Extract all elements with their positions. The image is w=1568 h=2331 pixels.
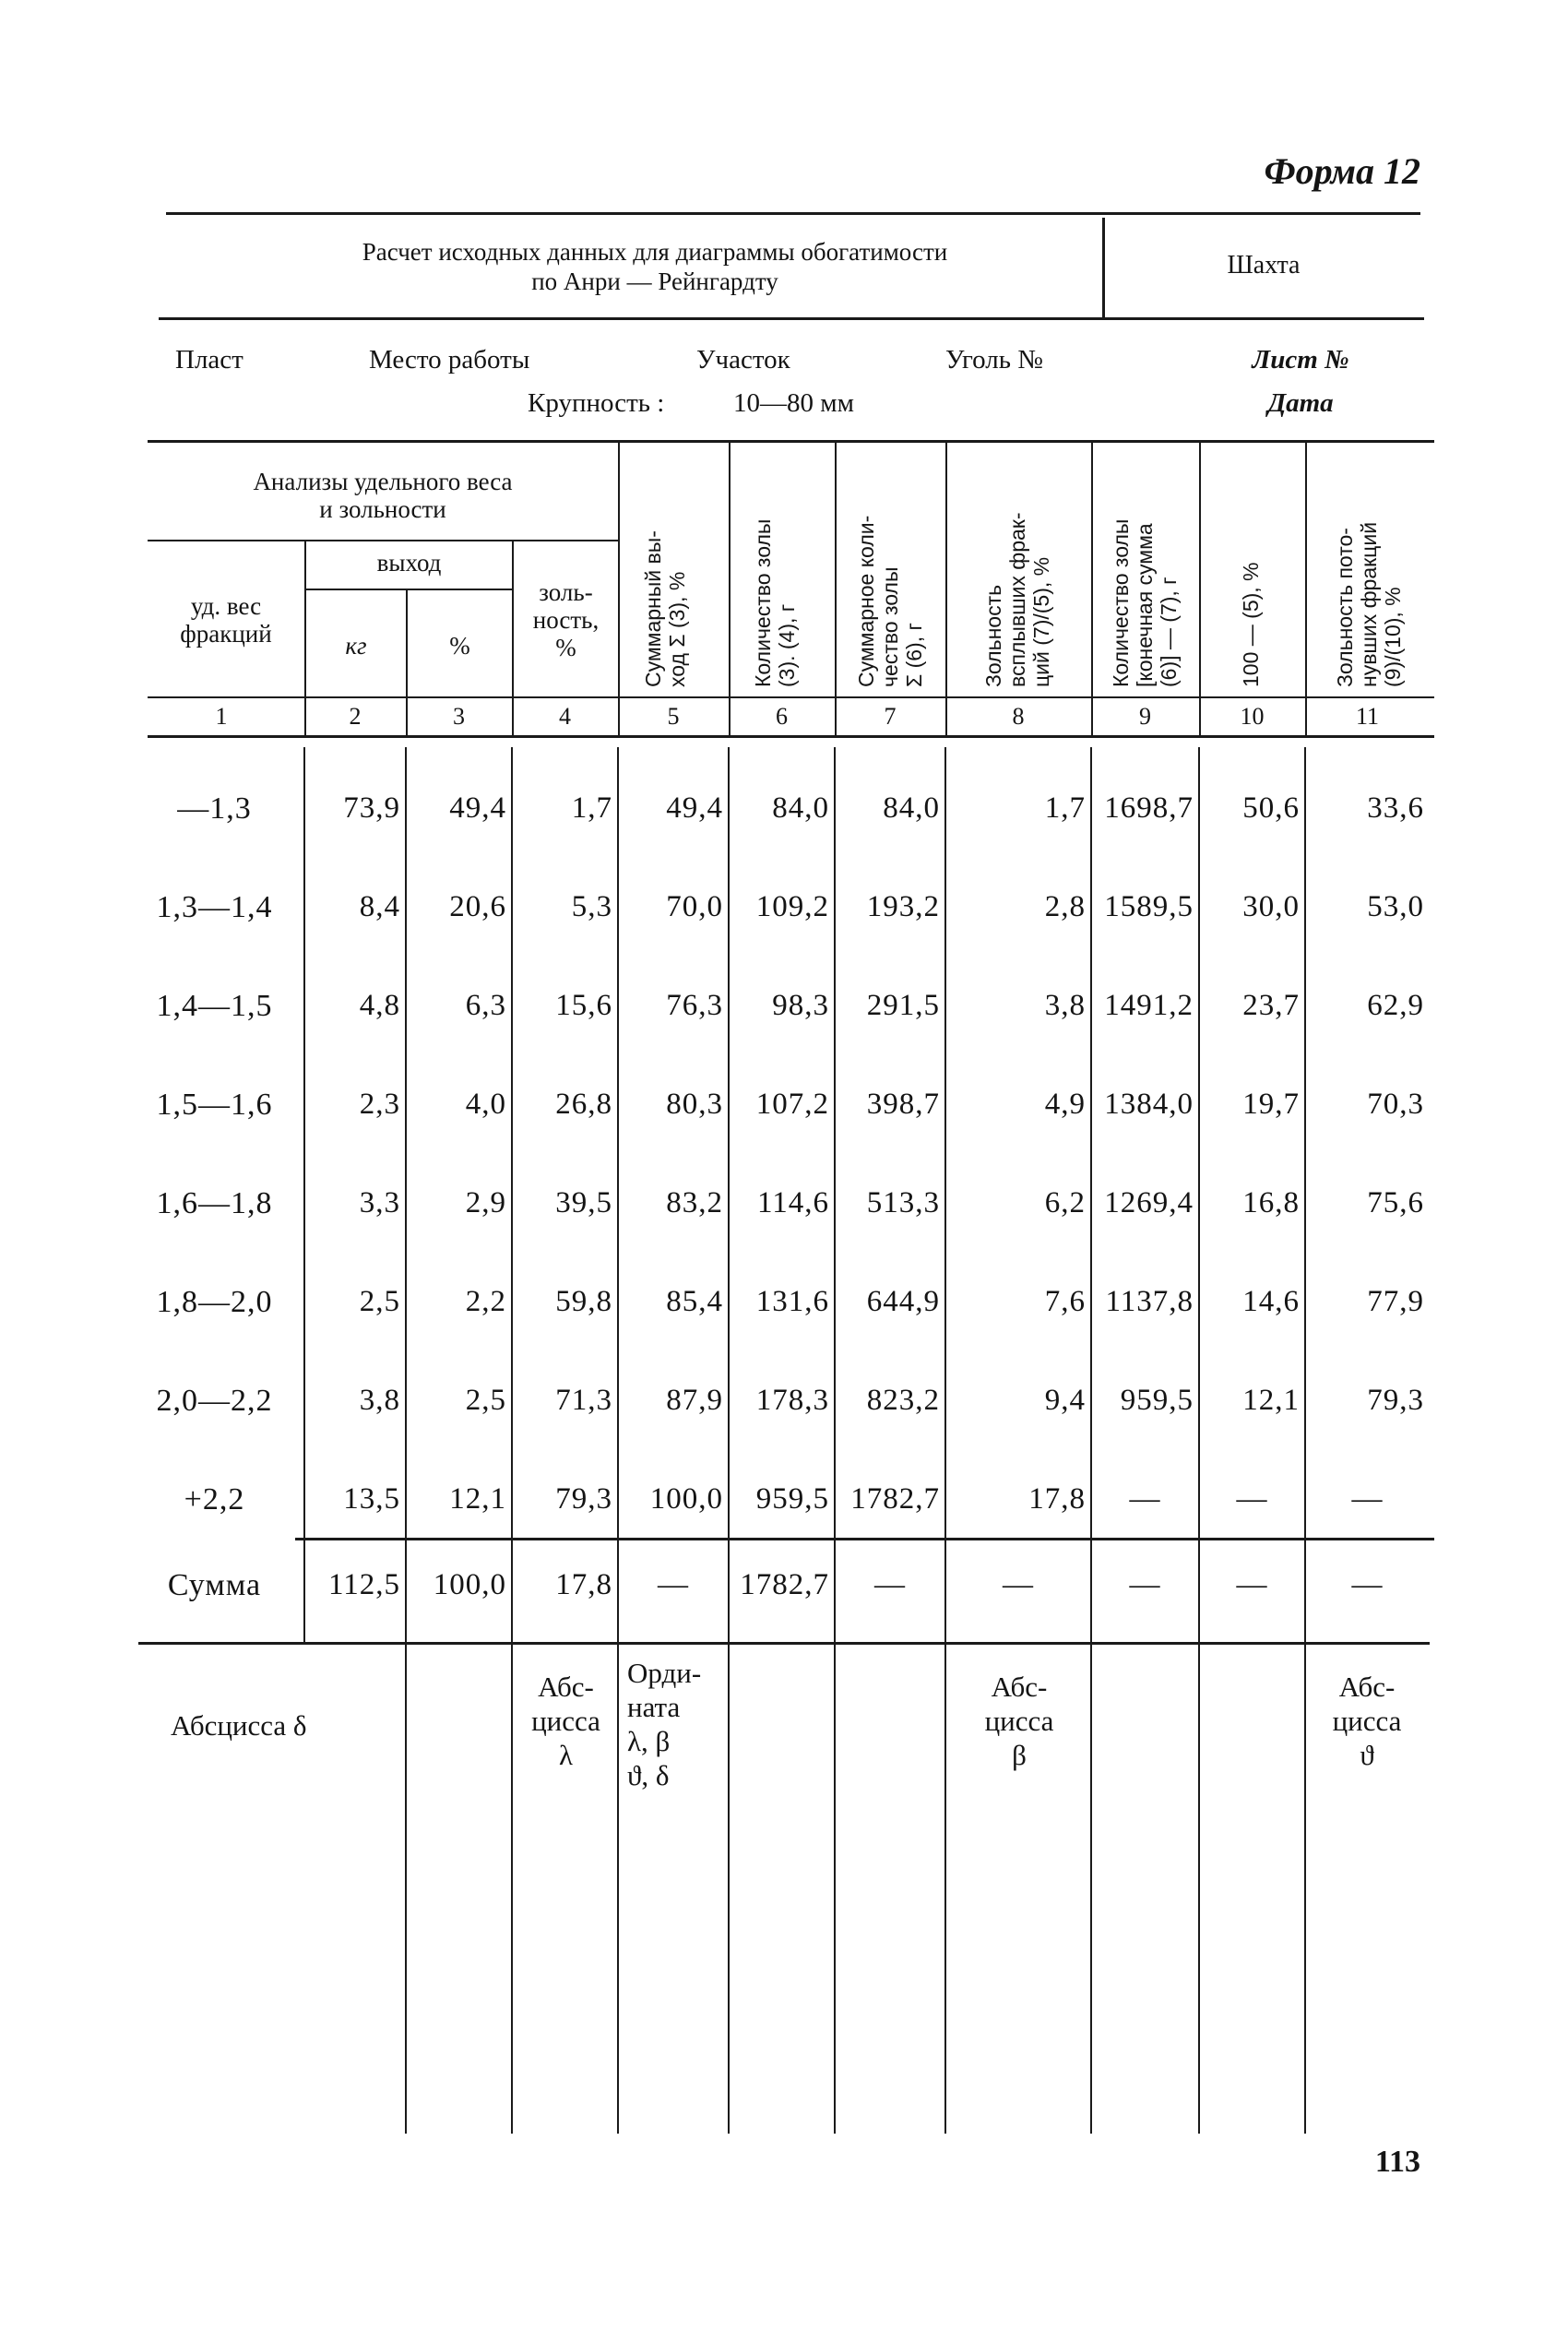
ash-header-line2: ность, (532, 606, 600, 634)
table-cell: 5,3 (571, 890, 612, 923)
table-cell: 1491,2 (1104, 989, 1194, 1022)
table-cell: 1384,0 (1104, 1088, 1194, 1121)
form-label: Форма 12 (1264, 150, 1420, 192)
analysis-group-header (148, 468, 618, 523)
col8-header (981, 447, 1055, 687)
column-number: 10 (1240, 703, 1265, 730)
col5-header-line2: ход Σ (3), % (665, 571, 689, 687)
row-density-label: —1,3 (177, 791, 252, 826)
ash-header (514, 578, 618, 661)
abscissa-beta-line3: β (1012, 1739, 1027, 1771)
table-cell: 12,1 (1242, 1384, 1300, 1417)
form-title-line1: Расчет исходных данных для диаграммы обогатимости (362, 238, 948, 266)
table-cell: 79,3 (555, 1482, 612, 1516)
column-number-separator (1199, 698, 1201, 735)
table-cell: 1589,5 (1104, 890, 1194, 923)
table-cell: 59,8 (555, 1285, 612, 1318)
header-bottom-rule (159, 317, 1424, 320)
col11-header-line3: (9)/(10), % (1381, 587, 1405, 687)
col7-header-line1: Суммарное коли- (854, 515, 878, 687)
col6-header-line1: Количество золы (751, 518, 775, 687)
table-cell: 3,3 (359, 1186, 400, 1219)
footer-column-line (511, 1645, 513, 2134)
table-cell: — (1351, 1482, 1384, 1516)
table-cell: 2,2 (465, 1285, 506, 1318)
ordinate-line2: ната (627, 1691, 681, 1723)
header-divider (1102, 218, 1105, 317)
col10-header-line1: 100 — (5), % (1239, 562, 1263, 687)
header-vline-10 (1305, 443, 1307, 696)
col5-header-line1: Суммарный вы- (641, 530, 665, 687)
column-number-separator (1305, 698, 1307, 735)
column-number-separator (618, 698, 620, 735)
table-cell: 959,5 (1120, 1384, 1194, 1417)
density-header-line1: уд. вес (190, 592, 262, 620)
table-cell: 131,6 (755, 1285, 829, 1318)
column-number-separator (729, 698, 731, 735)
yield-header-rule (304, 589, 512, 590)
analysis-group-header-line1: Анализы удельного веса (253, 468, 513, 495)
table-cell: 49,4 (449, 791, 506, 825)
table-top-rule (148, 440, 1434, 443)
table-cell: 70,0 (666, 890, 723, 923)
column-number: 5 (667, 703, 680, 730)
table-cell: 100,0 (649, 1482, 723, 1516)
column-number-separator (406, 698, 408, 735)
table-cell: 76,3 (666, 989, 723, 1022)
table-cell: 26,8 (555, 1088, 612, 1121)
table-cell: 3,8 (359, 1384, 400, 1417)
table-cell: 8,4 (359, 890, 400, 923)
col7-header (854, 447, 928, 687)
col5-header (641, 447, 706, 687)
sheet-number-label: Лист № (1252, 345, 1349, 375)
workplace-label: Место работы (369, 345, 530, 375)
table-cell: 2,9 (465, 1186, 506, 1219)
table-cell: 19,7 (1242, 1088, 1300, 1121)
sum-top-rule (295, 1538, 1434, 1540)
size-label: Крупность : (528, 388, 665, 418)
table-cell: 30,0 (1242, 890, 1300, 923)
table-cell: 1698,7 (1104, 791, 1194, 825)
table-cell: 2,5 (359, 1285, 400, 1318)
column-number: 1 (215, 703, 228, 730)
col7-header-line2: чество золы (878, 566, 902, 687)
sum-cell: 100,0 (433, 1568, 506, 1601)
table-cell: 50,6 (1242, 791, 1300, 825)
density-header (148, 592, 304, 648)
column-number: 7 (884, 703, 897, 730)
table-cell: 14,6 (1242, 1285, 1300, 1318)
table-cell: 109,2 (755, 890, 829, 923)
table-cell: 84,0 (883, 791, 940, 825)
ordinate-line4: ϑ, δ (627, 1759, 670, 1791)
column-number-separator (304, 698, 306, 735)
row-density-label: +2,2 (184, 1482, 245, 1516)
table-cell: 178,3 (755, 1384, 829, 1417)
column-number: 8 (1012, 703, 1025, 730)
footer-column-line (1304, 1645, 1306, 2134)
section-label: Участок (696, 345, 790, 375)
analysis-group-header-line2: и зольности (319, 495, 446, 523)
table-cell: 70,3 (1367, 1088, 1424, 1121)
yield-header: выход (376, 549, 442, 577)
kg-header: кг (345, 632, 367, 660)
ordinate-label (627, 1656, 729, 1792)
col9-header (1109, 447, 1182, 687)
table-cell: 15,6 (555, 989, 612, 1022)
sum-cell: 1782,7 (740, 1568, 829, 1601)
column-number: 11 (1355, 703, 1380, 730)
table-cell: 193,2 (866, 890, 940, 923)
table-cell: 84,0 (772, 791, 829, 825)
column-number-separator (1091, 698, 1093, 735)
sum-cell: — (1236, 1568, 1268, 1601)
footer-column-line (405, 1645, 407, 2134)
col11-header-line2: нувших фракций (1357, 521, 1381, 687)
table-cell: 823,2 (866, 1384, 940, 1417)
table-cell: 85,4 (666, 1285, 723, 1318)
table-cell: 2,5 (465, 1384, 506, 1417)
col8-header-line2: всплывших фрак- (1005, 512, 1029, 687)
header-vline-6 (835, 443, 837, 696)
table-cell: 1269,4 (1104, 1186, 1194, 1219)
table-cell: 4,9 (1044, 1088, 1086, 1121)
ordinate-line3: λ, β (627, 1725, 671, 1757)
abscissa-theta-line3: ϑ (1360, 1739, 1374, 1771)
header-bottom-line (148, 696, 1434, 698)
table-cell: 7,6 (1044, 1285, 1086, 1318)
table-cell: 9,4 (1044, 1384, 1086, 1417)
header-top-rule (166, 212, 1420, 215)
col11-header-line1: Зольность пото- (1333, 528, 1357, 687)
percent-header: % (449, 632, 470, 660)
sum-cell: — (1351, 1568, 1384, 1601)
table-cell: 1,7 (1044, 791, 1086, 825)
column-number: 9 (1139, 703, 1151, 730)
sum-label: Сумма (167, 1568, 262, 1602)
table-cell: 73,9 (343, 791, 400, 825)
ordinate-line1: Орди- (627, 1657, 702, 1689)
group-header-rule (148, 540, 618, 541)
table-cell: 17,8 (1028, 1482, 1086, 1516)
column-numbers-rule (148, 735, 1434, 738)
ash-header-line3: % (555, 634, 576, 661)
table-cell: 16,8 (1242, 1186, 1300, 1219)
row-density-label: 1,8—2,0 (156, 1285, 273, 1319)
table-cell: 12,1 (449, 1482, 506, 1516)
column-number-separator (945, 698, 947, 735)
sum-cell: — (1129, 1568, 1161, 1601)
column-number: 6 (776, 703, 788, 730)
table-cell: 1137,8 (1105, 1285, 1194, 1318)
header-vline-8 (1091, 443, 1093, 696)
sum-cell: — (874, 1568, 906, 1601)
sum-cell: — (658, 1568, 689, 1601)
row-density-label: 1,3—1,4 (156, 890, 273, 924)
table-cell: 1,7 (571, 791, 612, 825)
abscissa-beta-line1: Абс- (991, 1671, 1048, 1703)
table-cell: 398,7 (866, 1088, 940, 1121)
abscissa-theta-label (1307, 1670, 1427, 1772)
footer-column-line (834, 1645, 836, 2134)
table-cell: 83,2 (666, 1186, 723, 1219)
abscissa-lambda-line3: λ (558, 1739, 574, 1771)
footer-column-line (1198, 1645, 1200, 2134)
table-cell: 6,3 (465, 989, 506, 1022)
row-density-label: 1,4—1,5 (156, 989, 273, 1023)
abscissa-beta-label (947, 1670, 1091, 1772)
table-cell: 75,6 (1367, 1186, 1424, 1219)
table-cell: 20,6 (449, 890, 506, 923)
row-density-label: 1,6—1,8 (156, 1186, 273, 1220)
table-cell: 1782,7 (850, 1482, 940, 1516)
table-cell: 959,5 (755, 1482, 829, 1516)
table-cell: 49,4 (666, 791, 723, 825)
row-density-label: 1,5—1,6 (156, 1088, 273, 1122)
footer-column-line (944, 1645, 946, 2134)
abscissa-lambda-line2: цисса (531, 1705, 600, 1737)
table-cell: 644,9 (866, 1285, 940, 1318)
table-cell: — (1129, 1482, 1161, 1516)
abscissa-lambda-label (514, 1670, 618, 1772)
table-cell: 62,9 (1367, 989, 1424, 1022)
page-number: 113 (1374, 2145, 1420, 2179)
col9-header-line2: [конечная сумма (1133, 523, 1157, 687)
col11-header (1333, 447, 1407, 687)
column-number: 2 (349, 703, 362, 730)
date-label: Дата (1267, 388, 1334, 418)
mine-label: Шахта (1227, 251, 1301, 279)
sum-cell: 112,5 (327, 1568, 400, 1601)
col9-header-line3: (6)] — (7), г (1157, 577, 1181, 687)
table-cell: 2,3 (359, 1088, 400, 1121)
table-cell: 77,9 (1367, 1285, 1424, 1318)
table-cell: 513,3 (866, 1186, 940, 1219)
seam-label: Пласт (175, 345, 244, 375)
table-cell: 23,7 (1242, 989, 1300, 1022)
table-cell: 79,3 (1367, 1384, 1424, 1417)
form-title-line2: по Анри — Рейнгардту (531, 268, 778, 295)
header-vline-7 (945, 443, 947, 696)
table-cell: 4,8 (359, 989, 400, 1022)
table-cell: 71,3 (555, 1384, 612, 1417)
table-cell: 39,5 (555, 1186, 612, 1219)
table-cell: 3,8 (1044, 989, 1086, 1022)
sum-cell: — (1003, 1568, 1034, 1601)
sum-cell: 17,8 (555, 1568, 612, 1601)
table-cell: 291,5 (866, 989, 940, 1022)
table-cell: — (1236, 1482, 1268, 1516)
table-cell: 87,9 (666, 1384, 723, 1417)
table-cell: 6,2 (1044, 1186, 1086, 1219)
table-cell: 33,6 (1367, 791, 1424, 825)
table-cell: 98,3 (772, 989, 829, 1022)
size-value: 10—80 мм (733, 388, 854, 418)
table-cell: 80,3 (666, 1088, 723, 1121)
abscissa-delta-label: Абсцисса δ (171, 1709, 307, 1742)
col6-header (751, 447, 815, 687)
abscissa-beta-line2: цисса (984, 1705, 1054, 1737)
abscissa-theta-line1: Абс- (1338, 1671, 1396, 1703)
density-header-line2: фракций (180, 620, 272, 648)
header-vline-5 (729, 443, 731, 696)
column-number: 3 (453, 703, 465, 730)
table-cell: 114,6 (756, 1186, 829, 1219)
column-number-separator (512, 698, 514, 735)
col9-header-line1: Количество золы (1109, 518, 1133, 687)
table-cell: 107,2 (755, 1088, 829, 1121)
table-cell: 13,5 (343, 1482, 400, 1516)
col8-header-line1: Зольность (981, 584, 1005, 687)
header-vline-4 (618, 443, 620, 696)
table-cell: 53,0 (1367, 890, 1424, 923)
col7-header-line3: Σ (6), г (902, 623, 926, 687)
row-density-label: 2,0—2,2 (156, 1384, 273, 1418)
col8-header-line3: ций (7)/(5), % (1029, 556, 1053, 687)
column-number-separator (835, 698, 837, 735)
form-title (231, 237, 1079, 296)
coal-number-label: Уголь № (945, 345, 1043, 375)
table-cell: 4,0 (465, 1088, 506, 1121)
table-cell: 2,8 (1044, 890, 1086, 923)
abscissa-theta-line2: цисса (1332, 1705, 1402, 1737)
abscissa-lambda-line1: Абс- (538, 1671, 594, 1703)
col10-header (1239, 447, 1266, 687)
ash-header-line1: золь- (539, 578, 593, 606)
col6-header-line2: (3). (4), г (775, 603, 799, 687)
column-number: 4 (559, 703, 571, 730)
header-vline-9 (1199, 443, 1201, 696)
sum-bottom-rule (138, 1642, 1430, 1645)
